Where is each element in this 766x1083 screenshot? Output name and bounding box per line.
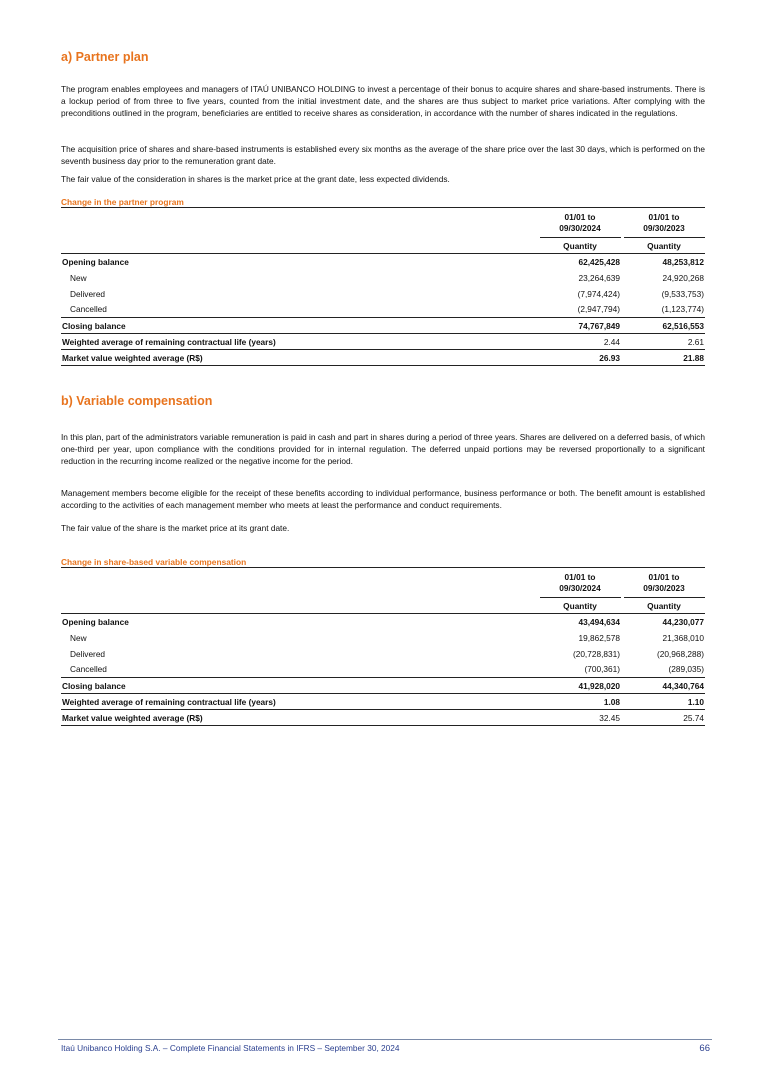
column-header: 01/01 to 09/30/2024 xyxy=(540,208,621,238)
footer-text: Itaú Unibanco Holding S.A. – Complete Financial Statements in IFRS – September 30, 2024 xyxy=(61,1043,400,1053)
table-row: Weighted average of remaining contractual life (years) 1.08 1.10 xyxy=(61,694,705,710)
table-row: Market value weighted average (R$) 32.45 25.74 xyxy=(61,710,705,726)
column-header: 01/01 to 09/30/2024 xyxy=(540,568,621,598)
table-row: Delivered (20,728,831) (20,968,288) xyxy=(70,648,704,659)
document-page xyxy=(61,0,705,1083)
table-row: Closing balance 74,767,849 62,516,553 xyxy=(61,318,705,334)
column-header: 01/01 to 09/30/2023 xyxy=(624,208,705,238)
paragraph: In this plan, part of the administrators variable remuneration is paid in cash and part in shares during a period of three years. Shares are delivered on a deferred basis, of which one-third per year, upon compliance with the conditions provided for in internal regulation. The deferred unpaid portions may be reversed proportionally to a significant reduction in the recurring income realized or the negative income for the period. xyxy=(61,432,705,466)
table-row: Closing balance 41,928,020 44,340,764 xyxy=(61,678,705,694)
paragraph: The program enables employees and managers of ITAÚ UNIBANCO HOLDING to invest a percentage of their bonus to acquire shares and share-based instruments. There is a lockup period of from three to five years, counted from the initial investment date, and the shares are thus subject to market price variations. After complying with the preconditions outlined in the program, beneficiaries are entitled to receive shares as consideration, in accordance with the number of shares indicated in the regulations. xyxy=(61,84,705,118)
table-row: Opening balance 62,425,428 48,253,812 xyxy=(61,254,705,270)
page-number: 66 xyxy=(699,1043,710,1054)
paragraph: The fair value of the share is the market price at its grant date. xyxy=(61,523,290,533)
quantity-header-row: Quantity Quantity xyxy=(61,598,705,614)
section-title-variable-compensation: b) Variable compensation xyxy=(61,394,213,408)
table-header-row xyxy=(61,568,705,598)
table-caption: Change in share-based variable compensation xyxy=(61,557,247,567)
table-row: Delivered (7,974,424) (9,533,753) xyxy=(70,288,704,299)
partner-program-table xyxy=(61,207,705,366)
variable-compensation-table xyxy=(61,567,705,726)
paragraph: Management members become eligible for the receipt of these benefits according to individual performance, business performance or both. The benefit amount is established according to the activities of each management member who meets at least the performance and conduct requirements. xyxy=(61,488,705,510)
section-title-partner-plan: a) Partner plan xyxy=(61,50,149,64)
paragraph: The fair value of the consideration in shares is the market price at the grant date, less expected dividends. xyxy=(61,174,450,184)
table-row: Market value weighted average (R$) 26.93 21.88 xyxy=(61,350,705,366)
table-header-row xyxy=(61,208,705,238)
paragraph: The acquisition price of shares and share-based instruments is established every six months as the average of the share price over the last 30 days, which is performed on the seventh business day prior to the remuneration grant date. xyxy=(61,144,705,166)
table-row: Cancelled (2,947,794) (1,123,774) xyxy=(70,304,704,315)
table-row: Weighted average of remaining contractual life (years) 2.44 2.61 xyxy=(61,334,705,350)
table-caption: Change in the partner program xyxy=(61,197,184,207)
column-header: 01/01 to 09/30/2023 xyxy=(624,568,705,598)
table-row: New 23,264,639 24,920,268 xyxy=(70,272,704,283)
table-row: New 19,862,578 21,368,010 xyxy=(70,632,704,643)
footer-divider xyxy=(58,1039,712,1040)
quantity-header-row: Quantity Quantity xyxy=(61,238,705,254)
table-row: Opening balance 43,494,634 44,230,077 xyxy=(61,614,705,630)
table-row: Cancelled (700,361) (289,035) xyxy=(70,664,704,675)
